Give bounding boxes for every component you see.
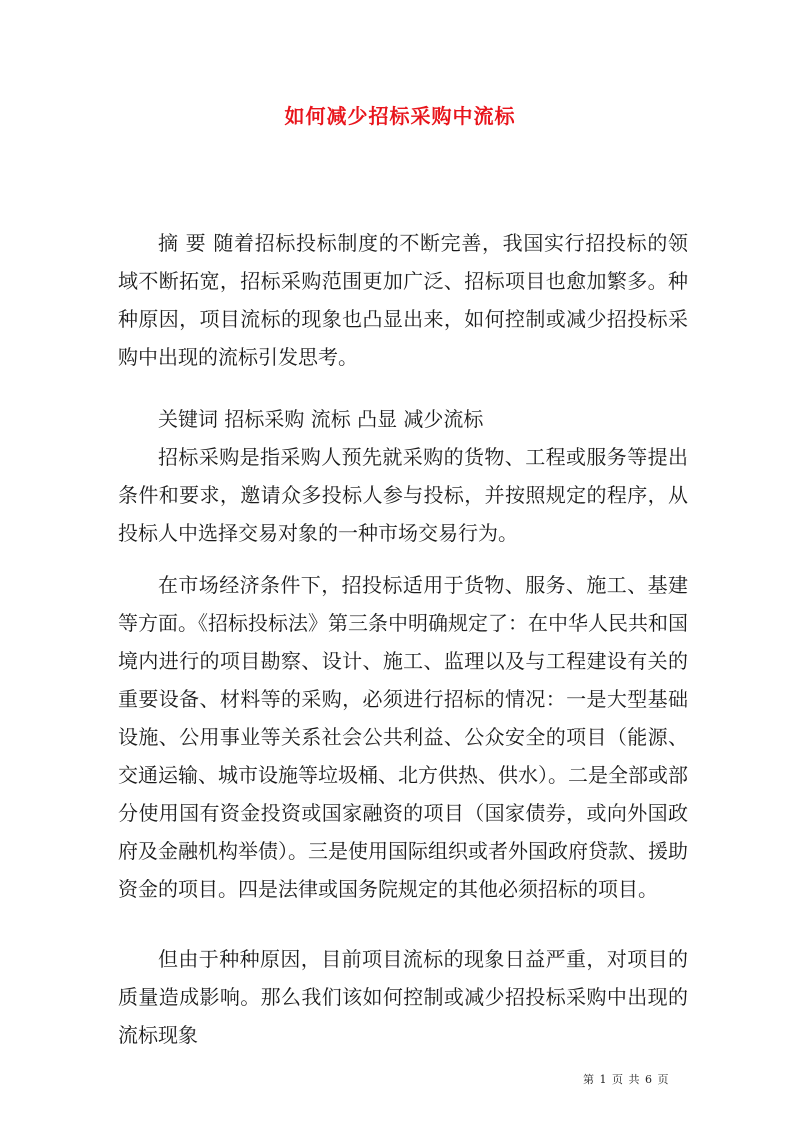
body-paragraph: 在市场经济条件下，招投标适用于货物、服务、施工、基建等方面。《招标投标法》第三条中明确规定了：在中华人民共和国境内进行的项目勘察、设计、施工、监理以及与工程建设有关的重要设备、材料等的采购，必须进行招标的情况：一是大型基础设施、公用事业等关系社会公共利益、公众安全的项目（能源、交通运输、城市设施等垃圾桶、北方供热、供水）。二是全部或部分使用国有资金投资或国家融资的项目（国家债券，或向外国政府及金融机构举债）。三是使用国际组织或者外国政府贷款、援助资金的项目。四是法律或国务院规定的其他必须招标的项目。 bbox=[118, 573, 688, 901]
document-title: 如何减少招标采购中流标 bbox=[284, 104, 516, 128]
abstract-paragraph: 摘 要 随着招标投标制度的不断完善，我国实行招投标的领域不断拓宽，招标采购范围更加广泛、招标项目也愈加繁多。种种原因，项目流标的现象也凸显出来，如何控制或减少招投标采购中出现的流标引发思考。 bbox=[118, 231, 688, 369]
keywords-section bbox=[118, 400, 688, 438]
body-paragraph-1-section bbox=[118, 438, 688, 552]
keywords-paragraph: 关键词 招标采购 流标 凸显 减少流标 bbox=[158, 407, 484, 431]
body-paragraph: 但由于种种原因，目前项目流标的现象日益严重，对项目的质量造成影响。那么我们该如何控制或减少招投标采购中出现的流标现象 bbox=[118, 947, 688, 1047]
body-paragraph: 招标采购是指采购人预先就采购的货物、工程或服务等提出条件和要求，邀请众多投标人参与投标，并按照规定的程序，从投标人中选择交易对象的一种市场交易行为。 bbox=[118, 445, 688, 545]
body-paragraph-3-section bbox=[118, 940, 688, 1054]
abstract-section bbox=[118, 224, 688, 376]
body-paragraph-2-section bbox=[118, 566, 688, 908]
page-number-footer: 第 1 页 共 6 页 bbox=[583, 1073, 670, 1086]
